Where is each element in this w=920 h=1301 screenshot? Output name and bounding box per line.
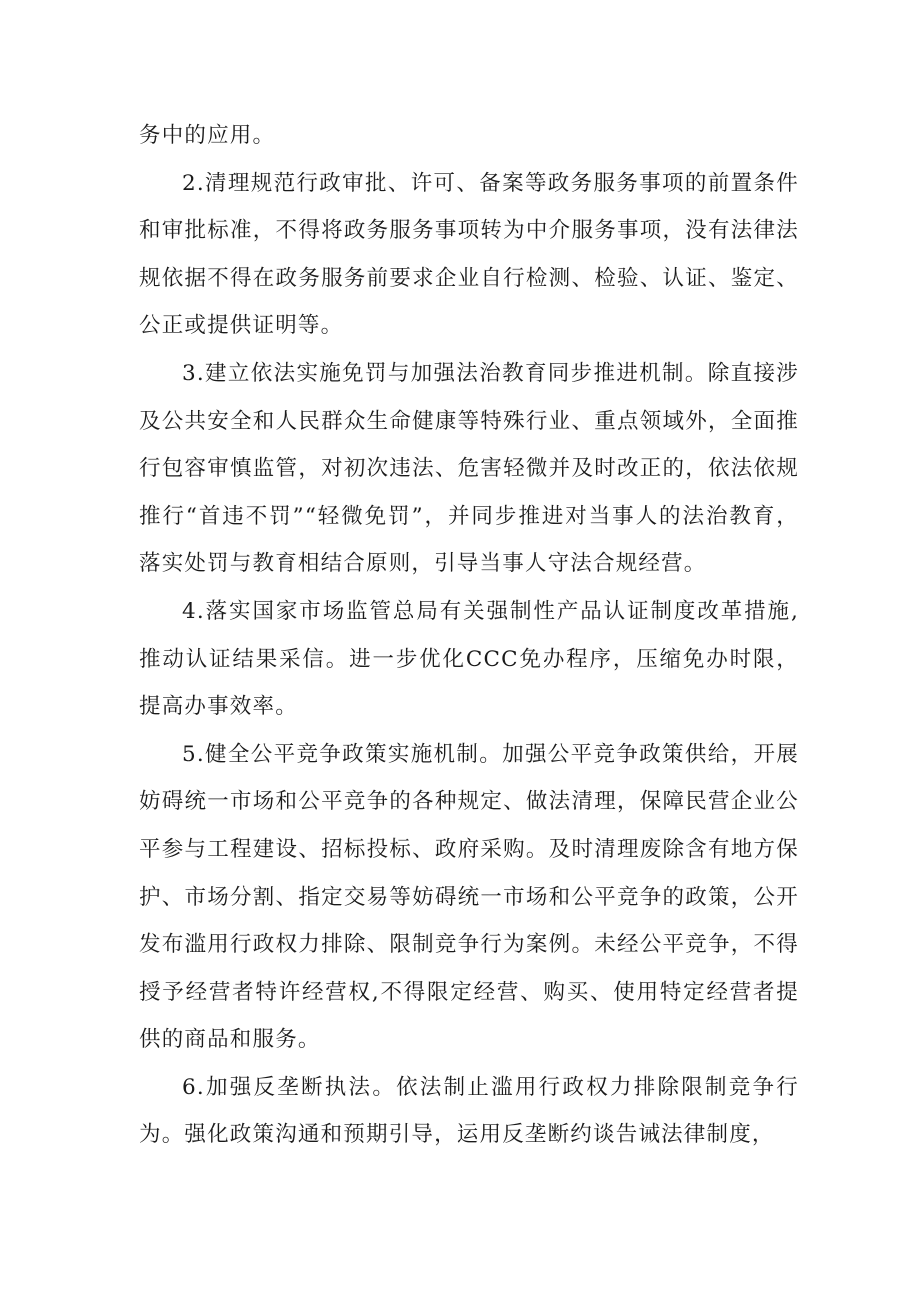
- paragraph-item-3: 3.建立依法实施免罚与加强法治教育同步推进机制。除直接涉及公共安全和人民群众生命健康等特殊行业、重点领域外，全面推行包容审慎监管，对初次违法、危害轻微并及时改正的，依法依规推行“首违不罚”“轻微免罚”，并同步推进对当事人的法治教育，落实处罚与教育相结合原则，引导当事人守法合规经营。: [139, 360, 799, 577]
- paragraph-item-6: 6.加强反垄断执法。依法制止滥用行政权力排除限制竞争行为。强化政策沟通和预期引导，运用反垄断约谈告诫法律制度，: [139, 1074, 799, 1148]
- paragraph-item-5: 5.健全公平竞争政策实施机制。加强公平竞争政策供给，开展妨碍统一市场和公平竞争的各种规定、做法清理，保障民营企业公平参与工程建设、招标投标、政府采购。及时清理废除含有地方保护、市场分割、指定交易等妨碍统一市场和公平竞争的政策，公开发布滥用行政权力排除、限制竞争行为案例。未经公平竞争，不得授予经营者特许经营权,不得限定经营、购买、使用特定经营者提供的商品和服务。: [139, 741, 799, 1053]
- document-body: [139, 112, 799, 1159]
- paragraph-item-4: 4.落实国家市场监管总局有关强制性产品认证制度改革措施,推动认证结果采信。进一步优化CCC免办程序，压缩免办时限，提高办事效率。: [139, 598, 799, 720]
- paragraph-continuation: 务中的应用。: [139, 123, 276, 148]
- paragraph-item-2: 2.清理规范行政审批、许可、备案等政务服务事项的前置条件和审批标准，不得将政务服务事项转为中介服务事项，没有法律法规依据不得在政务服务前要求企业自行检测、检验、认证、鉴定、公正或提供证明等。: [139, 170, 799, 339]
